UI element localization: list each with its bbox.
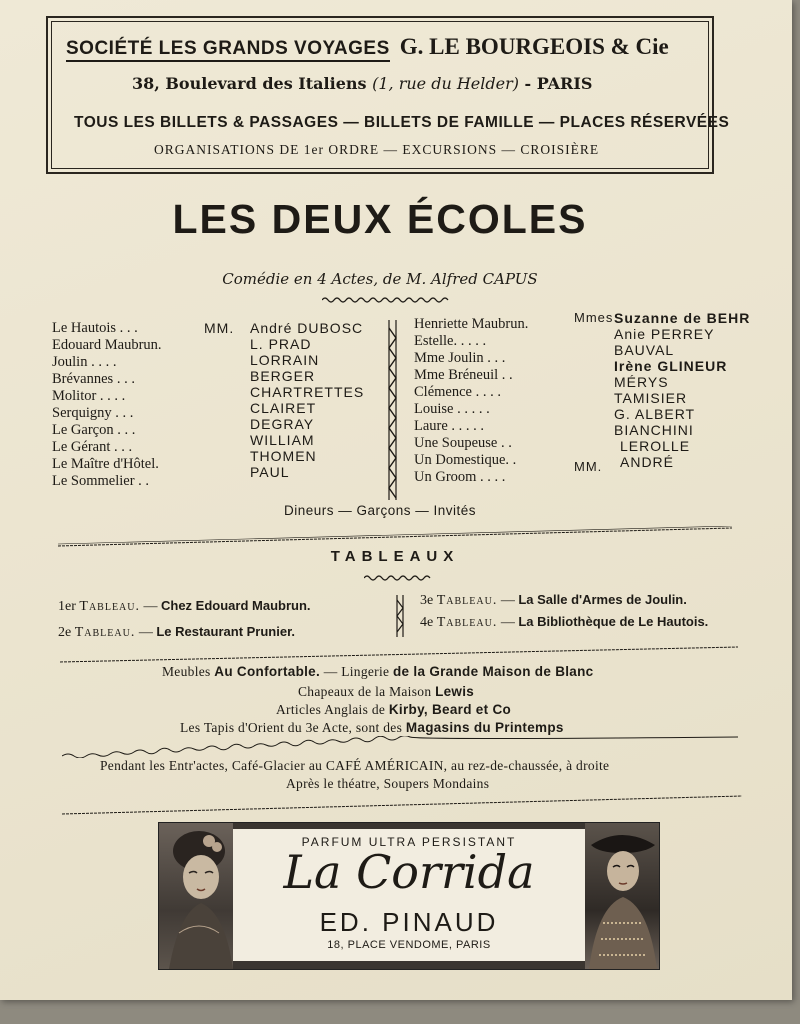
credit-bold: Magasins du Printemps bbox=[405, 720, 564, 735]
play-title: LES DEUX ÉCOLES bbox=[172, 196, 588, 242]
tableau-place: Le Restaurant Prunier. bbox=[156, 624, 296, 639]
tableau-label: Tableau. bbox=[436, 615, 498, 630]
tableau-3: 3e Tableau. — La Salle d'Armes de Joulin. bbox=[420, 592, 687, 608]
woman-portrait-left bbox=[159, 823, 233, 969]
tableaux-ornament bbox=[364, 574, 434, 582]
tableau-place: La Salle d'Armes de Joulin. bbox=[518, 592, 687, 607]
tableau-place: Chez Edouard Maubrun. bbox=[161, 598, 311, 613]
credit-bold: Kirby, Beard et Co bbox=[388, 702, 512, 717]
tableau-num: 1er bbox=[58, 599, 76, 614]
women-actors-list bbox=[614, 310, 750, 470]
role-item: Brévannes . . . bbox=[52, 371, 135, 387]
role-item: Molitor . . . . bbox=[52, 388, 126, 404]
actor-item: Suzanne de BEHR bbox=[614, 310, 751, 326]
actor-item: BIANCHINI bbox=[614, 422, 694, 438]
wave-divider bbox=[62, 794, 742, 816]
role-item: Le Sommelier . . bbox=[52, 473, 150, 489]
actor-item: Irène GLINEUR bbox=[614, 358, 728, 374]
play-subtitle: Comédie en 4 Actes, de M. Alfred CAPUS bbox=[222, 270, 538, 288]
address-main: 38, Boulevard des Italiens bbox=[132, 74, 367, 93]
address-alt: (1, rue du Helder) bbox=[372, 74, 519, 93]
men-roles-list bbox=[52, 320, 162, 490]
tableau-4: 4e Tableau. — La Bibliothèque de Le Hautois. bbox=[420, 614, 709, 630]
credit-text: — Lingerie bbox=[323, 664, 390, 679]
address-city: - PARIS bbox=[524, 74, 593, 93]
travel-advert-extras: ORGANISATIONS DE 1er ORDRE — EXCURSIONS — CROISIÈRE bbox=[154, 142, 600, 157]
matador-portrait-right bbox=[585, 823, 659, 969]
role-item: Serquigny . . . bbox=[52, 405, 134, 421]
tableau-num: 2e bbox=[58, 625, 72, 640]
perfume-panel bbox=[233, 829, 585, 961]
men-actors-list bbox=[250, 320, 364, 480]
tableau-num: 4e bbox=[420, 615, 434, 630]
credit-text: Articles Anglais de bbox=[276, 702, 386, 717]
role-item: Un Groom . . . . bbox=[414, 469, 506, 485]
perfume-address: 18, PLACE VENDOME, PARIS bbox=[327, 939, 491, 951]
actor-item: BERGER bbox=[250, 368, 316, 384]
cafe-line-1: Pendant les Entr'actes, Café-Glacier au CAFÉ AMÉRICAIN, au rez-de-chaussée, à droite bbox=[100, 758, 610, 773]
tableaux-separator-ornament bbox=[394, 594, 406, 638]
travel-advert-services: TOUS LES BILLETS & PASSAGES — BILLETS DE FAMILLE — PLACES RÉSERVÉES bbox=[74, 114, 730, 131]
actor-item: THOMEN bbox=[250, 448, 317, 464]
role-item: Mme Joulin . . . bbox=[414, 350, 506, 366]
actor-item: André DUBOSC bbox=[250, 320, 364, 336]
actor-item: LORRAIN bbox=[250, 352, 320, 368]
role-item: Un Domestique. . bbox=[414, 452, 517, 468]
travel-advert-address bbox=[132, 74, 592, 93]
role-item: Laure . . . . . bbox=[414, 418, 485, 434]
role-item: Clémence . . . . bbox=[414, 384, 501, 400]
role-item: Le Gérant . . . bbox=[52, 439, 133, 455]
tableau-label: Tableau. bbox=[79, 599, 140, 614]
actor-item: Anie PERREY bbox=[614, 326, 715, 342]
extras-line: Dineurs — Garçons — Invités bbox=[284, 503, 477, 518]
tableau-2: 2e Tableau. — Le Restaurant Prunier. bbox=[58, 624, 296, 640]
women-men-prefix: MM. bbox=[574, 459, 603, 474]
cafe-line-2: Après le théatre, Soupers Mondains bbox=[286, 776, 490, 791]
men-prefix: MM. bbox=[204, 320, 235, 336]
tableau-1: 1er Tableau. — Chez Edouard Maubrun. bbox=[58, 598, 311, 614]
travel-advert-heading bbox=[66, 34, 669, 60]
actor-item: TAMISIER bbox=[614, 390, 688, 406]
role-item: Le Garçon . . . bbox=[52, 422, 136, 438]
women-prefix: Mmes bbox=[574, 310, 614, 325]
credit-line-3 bbox=[276, 702, 511, 718]
women-roles-list bbox=[414, 316, 528, 486]
actor-item: PAUL bbox=[250, 464, 290, 480]
company-name: SOCIÉTÉ LES GRANDS VOYAGES bbox=[66, 38, 390, 62]
cast-separator-ornament bbox=[386, 318, 400, 502]
perfume-advert bbox=[158, 822, 660, 970]
actor-item: ANDRÉ bbox=[620, 454, 675, 470]
actor-item: G. ALBERT bbox=[614, 406, 696, 422]
perfume-tagline: PARFUM ULTRA PERSISTANT bbox=[301, 835, 517, 849]
wave-divider bbox=[62, 736, 738, 758]
credit-bold: Lewis bbox=[435, 684, 475, 699]
role-item: Henriette Maubrun. bbox=[414, 316, 529, 332]
wave-divider bbox=[60, 646, 738, 664]
actor-item: CHARTRETTES bbox=[250, 384, 365, 400]
role-item: Mme Bréneuil . . bbox=[414, 367, 513, 383]
credit-text: Les Tapis d'Orient du 3e Acte, sont des bbox=[180, 720, 403, 735]
perfume-brand: ED. PINAUD bbox=[319, 907, 499, 937]
credit-bold: Au Confortable. bbox=[214, 664, 321, 679]
credit-text: Chapeaux de la Maison bbox=[298, 684, 432, 699]
role-item: Une Soupeuse . . bbox=[414, 435, 512, 451]
role-item: Louise . . . . . bbox=[414, 401, 490, 417]
tableau-label: Tableau. bbox=[436, 593, 498, 608]
role-item: Le Hautois . . . bbox=[52, 320, 138, 336]
actor-item: LEROLLE bbox=[620, 438, 691, 454]
tableau-label: Tableau. bbox=[74, 625, 136, 640]
portrait-illustration-icon bbox=[585, 823, 659, 969]
tableau-num: 3e bbox=[420, 593, 434, 608]
actor-item: WILLIAM bbox=[250, 432, 315, 448]
tableaux-heading: TABLEAUX bbox=[330, 548, 460, 565]
actor-item: DEGRAY bbox=[250, 416, 315, 432]
actor-item: L. PRAD bbox=[250, 336, 312, 352]
wave-divider bbox=[58, 526, 732, 548]
credit-text: Meubles bbox=[162, 664, 211, 679]
credit-line-1 bbox=[162, 664, 593, 680]
role-item: Le Maître d'Hôtel. bbox=[52, 456, 159, 472]
actor-item: BAUVAL bbox=[614, 342, 675, 358]
actor-item: CLAIRET bbox=[250, 400, 317, 416]
role-item: Estelle. . . . . bbox=[414, 333, 487, 349]
credit-bold: de la Grande Maison de Blanc bbox=[393, 664, 594, 679]
credit-line-2 bbox=[298, 684, 474, 700]
perfume-product-name: La Corrida bbox=[283, 845, 535, 899]
company-owner: G. LE BOURGEOIS & Cie bbox=[399, 34, 669, 59]
tableau-place: La Bibliothèque de Le Hautois. bbox=[518, 614, 709, 629]
title-ornament bbox=[322, 296, 452, 304]
portrait-illustration-icon bbox=[159, 823, 233, 969]
actor-item: MÉRYS bbox=[614, 374, 669, 390]
role-item: Joulin . . . . bbox=[52, 354, 117, 370]
role-item: Edouard Maubrun. bbox=[52, 337, 162, 353]
credit-line-4 bbox=[180, 720, 564, 736]
